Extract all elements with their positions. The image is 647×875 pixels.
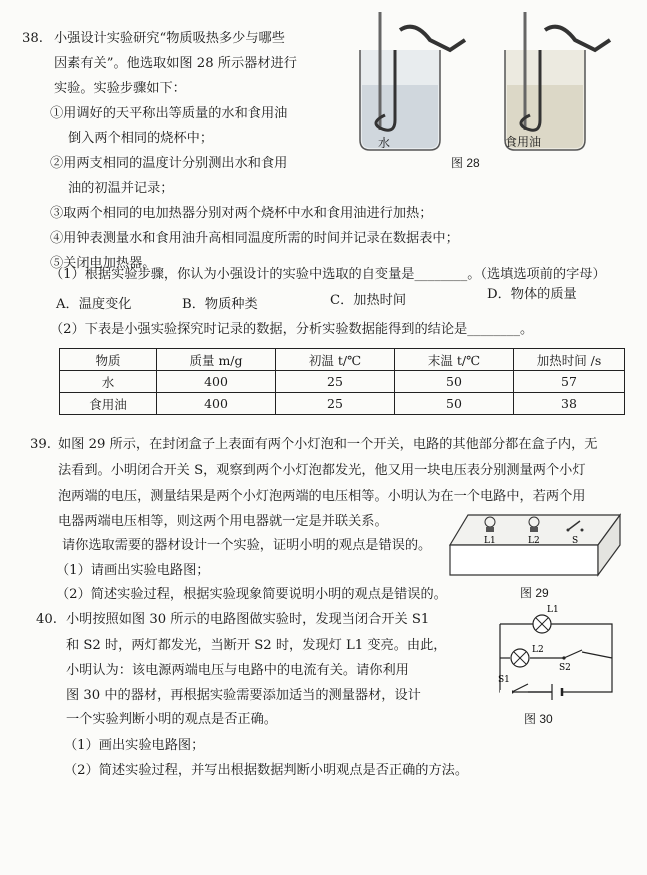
q38-sub1: （1）根据实验步骤，你认为小强设计的实验中选取的自变量是________。（选填选项前的字母） [50, 267, 606, 282]
q39-number: 39. [30, 437, 51, 452]
q39-sub2: （2）简述实验过程，根据实验现象简要说明小明的观点是错误的。 [56, 587, 447, 602]
table-cell: 400 [157, 371, 276, 393]
q38-data-table [59, 348, 625, 415]
q38-option-c: C．加热时间 [330, 293, 407, 308]
q40-line1: 小明按照如图 30 所示的电路图做实验时，发现当闭合开关 S1 [66, 612, 430, 627]
q40-line5: 一个实验判断小明的观点是否正确。 [66, 712, 277, 727]
table-cell: 400 [157, 393, 276, 415]
lamp-l1-icon [533, 615, 551, 633]
table-cell: 25 [276, 393, 395, 415]
circuit-label-l2: L2 [532, 645, 544, 655]
q38-step1-a: ①用调好的天平称出等质量的水和食用油 [50, 106, 288, 121]
table-cell: 50 [395, 393, 514, 415]
q38-stem-line3: 实验。实验步骤如下： [54, 81, 186, 96]
q38-option-a: A．温度变化 [56, 297, 132, 312]
q38-option-d: D．物体的质量 [487, 287, 577, 302]
water-label: 水 [378, 136, 391, 150]
q39-line4: 电器两端电压相等，则这两个用电器就一定是并联关系。 [58, 514, 388, 529]
table-cell: 38 [514, 393, 625, 415]
q40-line4: 图 30 中的器材，再根据实验需要添加适当的测量器材，设计 [66, 688, 421, 703]
circuit-label-l1: L1 [547, 605, 559, 615]
figure-29-caption: 图 29 [520, 586, 549, 600]
q38-step1-b: 倒入两个相同的烧杯中； [68, 131, 214, 146]
table-cell: 57 [514, 371, 625, 393]
table-header-cell: 末温 t/℃ [395, 349, 514, 371]
q39-line1: 如图 29 所示，在封闭盒子上表面有两个小灯泡和一个开关，电路的其他部分都在盒子内，无 [58, 437, 598, 452]
table-header-row [60, 349, 625, 371]
table-row [60, 393, 625, 415]
q38-stem-line1: 小强设计实验研究“物质吸热多少与哪些 [54, 31, 285, 46]
q39-line3: 泡两端的电压，测量结果是两个小灯泡两端的电压相等。小明认为在一个电路中，若两个用 [58, 489, 586, 504]
table-header-cell: 初温 t/℃ [276, 349, 395, 371]
q38-sub2: （2）下表是小强实验探究时记录的数据，分析实验数据能得到的结论是________。 [50, 322, 534, 337]
figure-30-caption: 图 30 [524, 712, 553, 726]
table-row [60, 371, 625, 393]
switch-s2-icon [562, 650, 582, 660]
q38-step2-b: 油的初温并记录； [68, 181, 174, 196]
oil-beaker-icon [505, 12, 610, 150]
circuit-label-s1: S1 [498, 675, 510, 685]
box-label-s: S [572, 536, 579, 546]
q38-step3: ③取两个相同的电加热器分别对两个烧杯中水和食用油进行加热； [50, 206, 433, 221]
figure-29-box [448, 505, 628, 585]
battery-icon [552, 684, 562, 700]
table-cell: 50 [395, 371, 514, 393]
circuit-label-s2: S2 [559, 663, 571, 673]
figure-28-caption: 图 28 [451, 156, 480, 170]
q40-sub1: （1）画出实验电路图； [64, 738, 205, 753]
q38-number: 38. [22, 31, 43, 46]
q38-stem-line2: 因素有关”。他选取如图 28 所示器材进行 [54, 56, 297, 71]
q38-option-b: B．物质种类 [182, 297, 258, 312]
water-beaker-icon [360, 12, 465, 150]
q39-sub1: （1）请画出实验电路图； [56, 563, 210, 578]
table-header-cell: 加热时间 /s [514, 349, 625, 371]
lamp-l2-icon [511, 649, 529, 667]
table-cell: 25 [276, 371, 395, 393]
figure-30-circuit [472, 600, 622, 700]
table-header-cell: 物质 [60, 349, 157, 371]
table-cell: 食用油 [60, 393, 157, 415]
oil-label: 食用油 [505, 135, 542, 149]
table-header-cell: 质量 m/g [157, 349, 276, 371]
q38-step4: ④用钟表测量水和食用油升高相同温度所需的时间并记录在数据表中； [50, 231, 459, 246]
box-label-l2: L2 [528, 536, 540, 546]
q39-line2: 法看到。小明闭合开关 S，观察到两个小灯泡都发光，他又用一块电压表分别测量两个小灯 [58, 463, 586, 478]
q40-line3: 小明认为：该电源两端电压与电路中的电流有关。请你利用 [66, 663, 409, 678]
q40-number: 40. [36, 612, 57, 627]
q40-sub2: （2）简述实验过程，并写出根据数据判断小明观点是否正确的方法。 [64, 763, 469, 778]
box-label-l1: L1 [484, 536, 496, 546]
q38-step5: ⑤关闭电加热器。 [50, 256, 156, 271]
q39-line5: 请你选取需要的器材设计一个实验，证明小明的观点是错误的。 [62, 538, 432, 553]
q38-step2-a: ②用两支相同的温度计分别测出水和食用 [50, 156, 288, 171]
q40-line2: 和 S2 时，两灯都发光，当断开 S2 时，发现灯 L1 变亮。由此， [66, 638, 447, 653]
table-cell: 水 [60, 371, 157, 393]
